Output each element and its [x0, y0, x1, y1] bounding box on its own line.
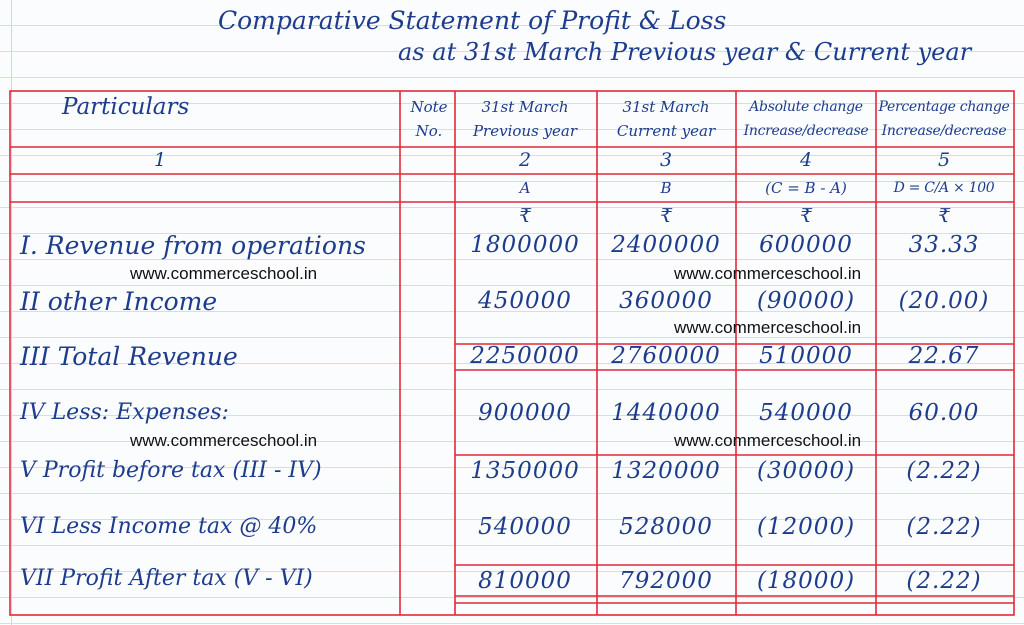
header-prev-line2: Previous year	[472, 122, 578, 140]
header-particulars: Particulars	[62, 94, 190, 120]
cell-pct: 33.33	[908, 232, 980, 258]
formula-pct: D = C/A × 100	[893, 180, 995, 196]
cell-prev: 2250000	[470, 343, 580, 369]
col-number-4: 4	[799, 149, 813, 171]
header-note-line1: Note	[410, 98, 448, 116]
formula-abs: (C = B - A)	[765, 179, 847, 197]
cell-abs: 540000	[759, 400, 853, 426]
cell-curr: 2400000	[611, 232, 721, 258]
currency-symbol-abs: ₹	[799, 205, 813, 227]
statement-title: Comparative Statement of Profit & Loss	[218, 6, 727, 35]
cell-pct: (2.22)	[906, 514, 982, 540]
cell-curr: 1440000	[611, 400, 721, 426]
cell-prev: 900000	[478, 400, 572, 426]
formula-curr: B	[660, 179, 672, 197]
cell-abs: (12000)	[756, 514, 856, 540]
cell-prev: 540000	[478, 514, 572, 540]
cell-curr: 792000	[619, 568, 713, 594]
watermark-link[interactable]: www.commerceschool.in	[130, 264, 318, 283]
row-label-profit-before-tax: V Profit before tax (III - IV)	[20, 458, 322, 483]
cell-pct: 22.67	[908, 343, 980, 369]
row-label-expenses: IV Less: Expenses:	[20, 400, 229, 425]
cell-abs: (30000)	[756, 458, 856, 484]
currency-symbol-pct: ₹	[937, 205, 951, 227]
row-label-profit-after-tax: VII Profit After tax (V - VI)	[20, 566, 313, 591]
cell-abs: 600000	[759, 232, 853, 258]
col-number-5: 5	[937, 149, 951, 171]
header-curr-line2: Current year	[616, 122, 716, 140]
cell-pct: (20.00)	[898, 288, 990, 314]
cell-prev: 1350000	[470, 458, 580, 484]
row-label-revenue: I. Revenue from operations	[20, 231, 366, 260]
row-label-other-income: II other Income	[20, 287, 218, 316]
header-abs-line1: Absolute change	[749, 99, 863, 115]
row-label-income-tax: VI Less Income tax @ 40%	[20, 514, 318, 539]
cell-abs: (18000)	[756, 568, 856, 594]
cell-curr: 2760000	[611, 343, 721, 369]
cell-curr: 360000	[619, 288, 713, 314]
col-number-3: 3	[659, 149, 673, 171]
cell-curr: 1320000	[611, 458, 721, 484]
statement-subtitle: as at 31st March Previous year & Current year	[398, 38, 972, 66]
header-pct-line1: Percentage change	[878, 99, 1010, 115]
watermark-link[interactable]: www.commerceschool.in	[130, 431, 318, 450]
row-label-total-revenue: III Total Revenue	[20, 342, 238, 371]
header-curr-line1: 31st March	[622, 98, 710, 116]
watermark-link[interactable]: www.commerceschool.in	[674, 318, 862, 337]
currency-symbol-prev: ₹	[518, 205, 532, 227]
header-abs-line2: Increase/decrease	[743, 123, 869, 139]
formula-prev: A	[519, 179, 531, 197]
watermark-link[interactable]: www.commerceschool.in	[674, 431, 862, 450]
cell-pct: 60.00	[908, 400, 980, 426]
watermark-link[interactable]: www.commerceschool.in	[674, 264, 862, 283]
cell-prev: 450000	[478, 288, 572, 314]
col-number-1: 1	[153, 149, 167, 171]
cell-pct: (2.22)	[906, 568, 982, 594]
header-prev-line1: 31st March	[481, 98, 569, 116]
header-pct-line2: Increase/decrease	[881, 123, 1007, 139]
cell-prev: 1800000	[470, 232, 580, 258]
header-note-line2: No.	[415, 122, 443, 140]
currency-symbol-curr: ₹	[659, 205, 673, 227]
cell-prev: 810000	[478, 568, 572, 594]
cell-curr: 528000	[619, 514, 713, 540]
cell-abs: 510000	[759, 343, 853, 369]
cell-pct: (2.22)	[906, 458, 982, 484]
cell-abs: (90000)	[756, 288, 856, 314]
col-number-2: 2	[518, 149, 532, 171]
